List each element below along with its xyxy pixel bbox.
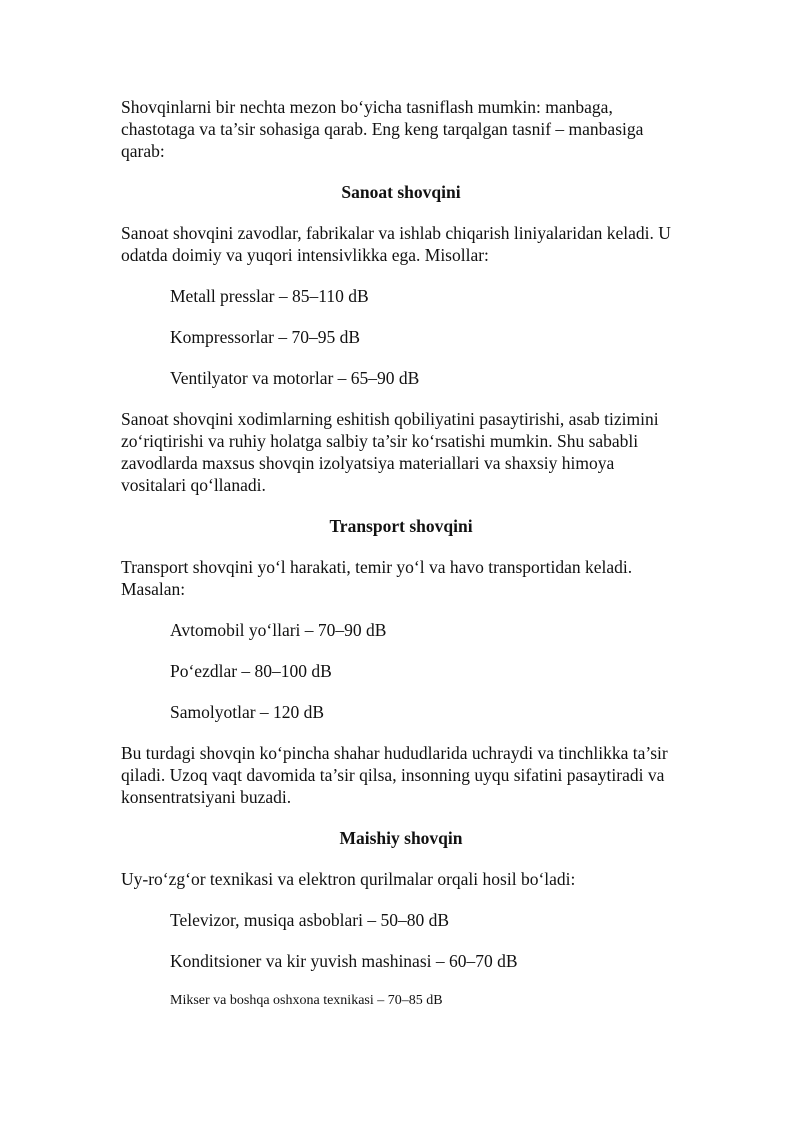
list-item: Televizor, musiqa asboblari – 50–80 dB <box>170 910 449 930</box>
transport-closing-paragraph: Bu turdagi shovqin ko‘pincha shahar hududlarida uchraydi va tinchlikka ta’sir qiladi. Uzoq vaqt davomida ta’sir qilsa, insonning uyqu sifatini pasaytiradi va konsentratsiyani buzadi. <box>121 743 668 807</box>
list-item: Konditsioner va kir yuvish mashinasi – 60–70 dB <box>170 951 518 971</box>
intro-paragraph: Shovqinlarni bir nechta mezon bo‘yicha tasniflash mumkin: manbaga, chastotaga va ta’sir sohasiga qarab. Eng keng tarqalgan tasnif – manbasiga qarab: <box>121 97 644 161</box>
industrial-lead-paragraph: Sanoat shovqini zavodlar, fabrikalar va ishlab chiqarish liniyalaridan keladi. U odatda doimiy va yuqori intensivlikka ega. Misollar: <box>121 223 671 265</box>
document-page <box>121 96 681 1011</box>
section-heading-household: Maishiy shovqin <box>339 828 463 848</box>
list-item: Ventilyator va motorlar – 65–90 dB <box>170 368 420 388</box>
industrial-closing-paragraph: Sanoat shovqini xodimlarning eshitish qobiliyatini pasaytirishi, asab tizimini zo‘riqtirishi va ruhiy holatga salbiy ta’sir ko‘rsatishi mumkin. Shu sababli zavodlarda maxsus shovqin izolyatsiya materiallari va shaxsiy himoya vositalari qo‘llanadi. <box>121 409 659 495</box>
transport-lead-paragraph: Transport shovqini yo‘l harakati, temir yo‘l va havo transportidan keladi. Masalan: <box>121 557 633 599</box>
list-item: Metall presslar – 85–110 dB <box>170 286 369 306</box>
list-item: Mikser va boshqa oshxona texnikasi – 70–85 dB <box>170 993 443 1008</box>
list-item: Po‘ezdlar – 80–100 dB <box>170 661 332 681</box>
section-heading-industrial: Sanoat shovqini <box>341 182 461 202</box>
list-item: Avtomobil yo‘llari – 70–90 dB <box>170 620 387 640</box>
list-item: Samolyotlar – 120 dB <box>170 702 325 722</box>
list-item: Kompressorlar – 70–95 dB <box>170 327 361 347</box>
section-heading-transport: Transport shovqini <box>329 516 473 536</box>
household-lead-paragraph: Uy-ro‘zg‘or texnikasi va elektron qurilmalar orqali hosil bo‘ladi: <box>121 869 576 889</box>
